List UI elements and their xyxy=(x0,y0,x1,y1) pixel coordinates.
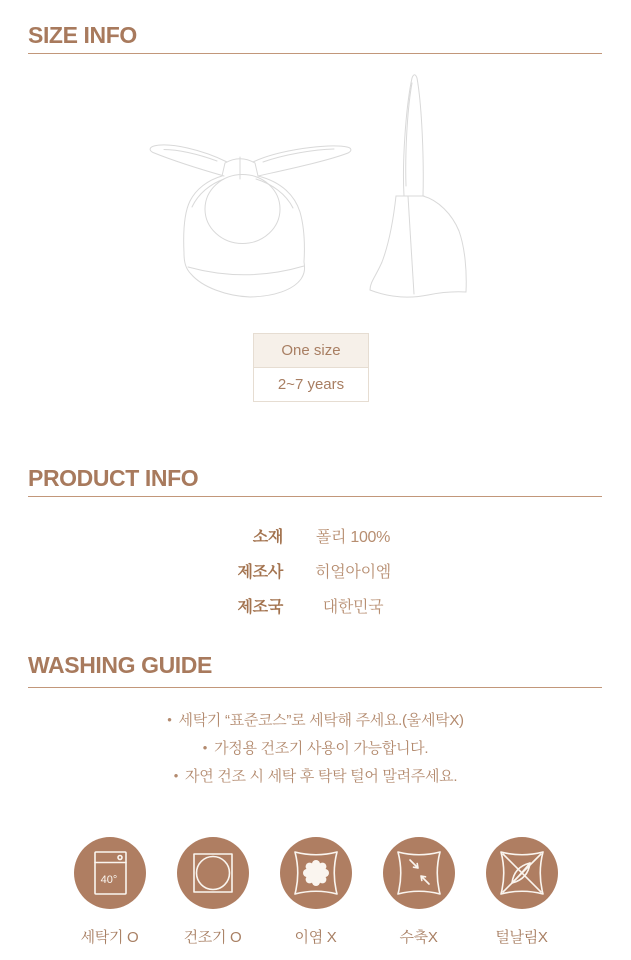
size-table-value: 2~7 years xyxy=(254,368,368,401)
material-label: 소재 xyxy=(252,529,283,546)
size-table-header: One size xyxy=(254,334,368,368)
washing-guide-title: WASHING GUIDE xyxy=(28,652,212,678)
washing-bullet-2-text: 가정용 건조기 사용이 가능합니다. xyxy=(214,739,429,757)
color-bleed-icon xyxy=(280,837,352,909)
lint-shedding-label: 털날림X xyxy=(495,929,548,946)
country-value: 대한민국 xyxy=(322,599,384,616)
washing-machine-icon xyxy=(74,837,146,909)
washing-icon-machine xyxy=(59,837,160,947)
washing-icon-shrink xyxy=(368,837,469,947)
washing-bullet-2 xyxy=(0,733,631,761)
washing-bullet-3-text: 자연 건조 시 세탁 후 탁탁 털어 말려주세요. xyxy=(185,767,458,785)
manufacturer-value: 히얼아이엠 xyxy=(315,564,391,581)
lint-shedding-icon xyxy=(486,837,558,909)
product-info-row-material xyxy=(0,518,631,553)
country-label: 제조국 xyxy=(237,599,283,616)
washing-bullet-3 xyxy=(0,761,631,789)
washing-guide-divider xyxy=(28,687,602,688)
washing-bullet-1-text: 세탁기 “표준코스”로 세탁해 주세요.(울세탁X) xyxy=(178,711,464,729)
product-info-row-country xyxy=(0,588,631,623)
tumble-dryer-icon xyxy=(177,837,249,909)
product-info-divider xyxy=(28,496,602,497)
size-info-divider xyxy=(28,53,602,54)
product-info-title: PRODUCT INFO xyxy=(28,465,199,491)
product-info-row-manufacturer xyxy=(0,553,631,588)
shrink-label: 수축X xyxy=(399,929,438,946)
washing-machine-label: 세탁기 O xyxy=(80,929,139,946)
washing-icons-row xyxy=(59,837,572,947)
washing-icon-color-bleed xyxy=(265,837,366,947)
size-table xyxy=(253,333,369,402)
tumble-dryer-label: 건조기 O xyxy=(183,929,242,946)
shrink-icon xyxy=(383,837,455,909)
washing-bullet-1 xyxy=(0,705,631,733)
manufacturer-label: 제조사 xyxy=(237,564,283,581)
washing-guide-bullets xyxy=(0,705,631,789)
washing-icon-lint xyxy=(471,837,572,947)
bunny-ear-bonnet-line-drawing xyxy=(118,66,483,311)
bullet-icon: • xyxy=(167,711,172,727)
size-info-title: SIZE INFO xyxy=(28,22,137,48)
product-info-rows xyxy=(0,518,631,623)
material-value: 폴리 100% xyxy=(315,529,391,546)
wash-temp-label: 40° xyxy=(100,874,117,886)
color-bleed-label: 이염 X xyxy=(294,929,337,946)
washing-icon-dryer xyxy=(162,837,263,947)
bullet-icon: • xyxy=(202,739,208,755)
bullet-icon: • xyxy=(173,767,179,783)
